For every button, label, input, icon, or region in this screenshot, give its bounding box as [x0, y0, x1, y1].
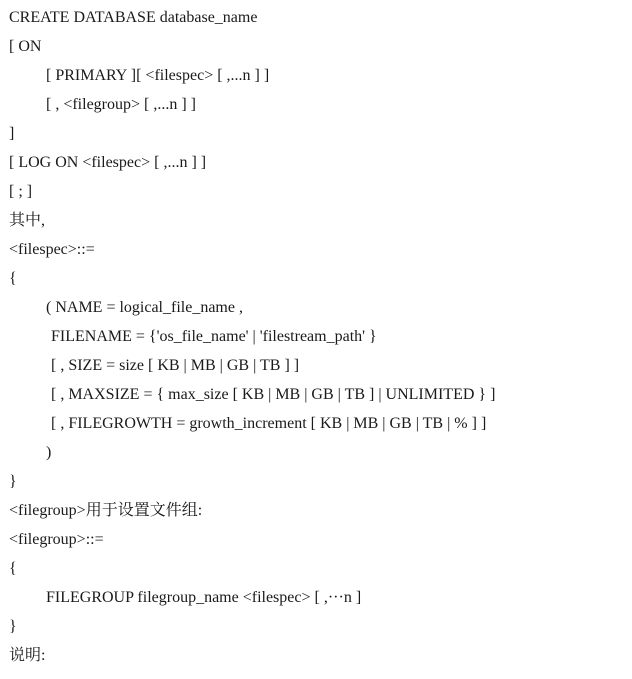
syntax-line-open-brace: {: [9, 270, 17, 287]
syntax-line-open-brace-2: {: [9, 560, 17, 577]
syntax-line-filegroup-body: FILEGROUP filegroup_name <filespec> [ ,···n ]: [46, 589, 362, 606]
syntax-line-on: [ ON: [9, 38, 42, 55]
syntax-line-close-on: ]: [9, 125, 15, 142]
text-line-explanation: 说明:: [9, 647, 46, 664]
syntax-line-size: [ , SIZE = size [ KB | MB | GB | TB ] ]: [51, 357, 300, 374]
syntax-line-maxsize: [ , MAXSIZE = { max_size [ KB | MB | GB | TB ] | UNLIMITED } ]: [51, 386, 496, 403]
syntax-line-filename: FILENAME = {'os_file_name' | 'filestream_path' }: [51, 328, 377, 345]
text-line-filegroup-desc: <filegroup>用于设置文件组:: [9, 502, 203, 519]
syntax-line-primary: [ PRIMARY ][ <filespec> [ ,...n ] ]: [46, 67, 270, 84]
syntax-line-log-on: [ LOG ON <filespec> [ ,...n ] ]: [9, 154, 207, 171]
syntax-line-filespec-def: <filespec>::=: [9, 241, 95, 258]
syntax-line-filegrowth: [ , FILEGROWTH = growth_increment [ KB | MB | GB | TB | % ] ]: [51, 415, 487, 432]
syntax-line-close-paren: ): [46, 444, 52, 461]
text-line-where: 其中,: [9, 212, 46, 229]
syntax-line-create: CREATE DATABASE database_name: [9, 9, 258, 26]
syntax-line-close-brace-2: }: [9, 618, 17, 635]
syntax-line-semicolon: [ ; ]: [9, 183, 33, 200]
syntax-line-filegroup-option: [ , <filegroup> [ ,...n ] ]: [46, 96, 197, 113]
syntax-line-close-brace: }: [9, 473, 17, 490]
syntax-line-filegroup-def: <filegroup>::=: [9, 531, 104, 548]
syntax-line-name: ( NAME = logical_file_name ,: [46, 299, 243, 316]
